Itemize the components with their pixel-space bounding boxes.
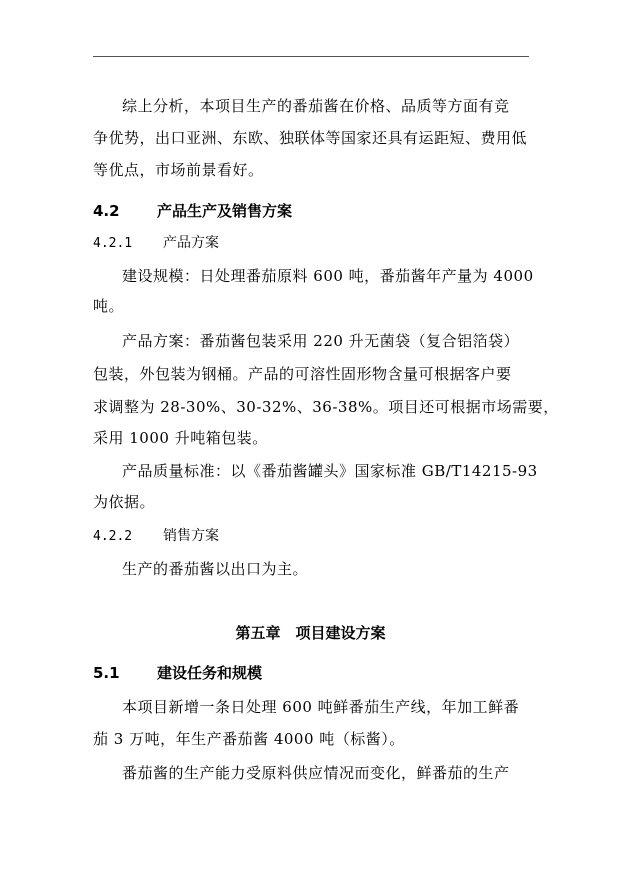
section-5-1-number: 5.1 [93,664,120,682]
standard-line-1: 产品质量标准：以《番茄酱罐头》国家标准 GB/T14215-93 [122,462,538,480]
section-4-2-1-title: 产品方案 [163,235,219,251]
scale-line-2: 吨。 [93,297,125,315]
section-4-2-number: 4.2 [93,202,120,220]
section-4-2-1-number: 4.2.1 [93,236,133,251]
section-4-2-heading [93,201,292,221]
summary-line-2: 争优势，出口亚洲、东欧、独联体等国家还具有运距短、费用低 [93,129,528,147]
section-5-1-title: 建设任务和规模 [157,664,263,682]
plan-line-3: 求调整为 28-30%、30-32%、36-38%。项目还可根据市场需要， [93,398,559,416]
section-4-2-title: 产品生产及销售方案 [157,202,293,220]
scope-line-3: 番茄酱的生产能力受原料供应情况而变化，鲜番茄的生产 [122,764,510,782]
section-4-2-1-heading [93,233,219,254]
section-4-2-2-title: 销售方案 [163,528,219,544]
plan-line-2: 包装，外包装为钢桶。产品的可溶性固形物含量可根据客户要 [93,365,512,383]
section-4-2-2-number: 4.2.2 [93,529,133,544]
section-5-1-heading [93,663,262,683]
scale-line-1: 建设规模：日处理番茄原料 600 吨，番茄酱年产量为 4000 [122,267,534,285]
scope-line-2: 茄 3 万吨，年生产番茄酱 4000 吨（标酱）。 [93,730,405,748]
scope-line-1: 本项目新增一条日处理 600 吨鲜番茄生产线，年加工鲜番 [122,698,520,716]
header-rule [93,56,529,57]
section-4-2-2-heading [93,526,219,547]
standard-line-2: 为依据。 [93,493,156,511]
summary-line-3: 等优点，市场前景看好。 [93,161,264,179]
plan-line-4: 采用 1000 升吨箱包装。 [93,429,268,447]
plan-line-1: 产品方案：番茄酱包装采用 220 升无菌袋（复合铝箔袋） [122,332,520,350]
sales-line-1: 生产的番茄酱以出口为主。 [122,560,309,578]
chapter-5-title: 第五章 项目建设方案 [235,624,386,642]
summary-line-1: 综上分析，本项目生产的番茄酱在价格、品质等方面有竞 [122,97,510,115]
